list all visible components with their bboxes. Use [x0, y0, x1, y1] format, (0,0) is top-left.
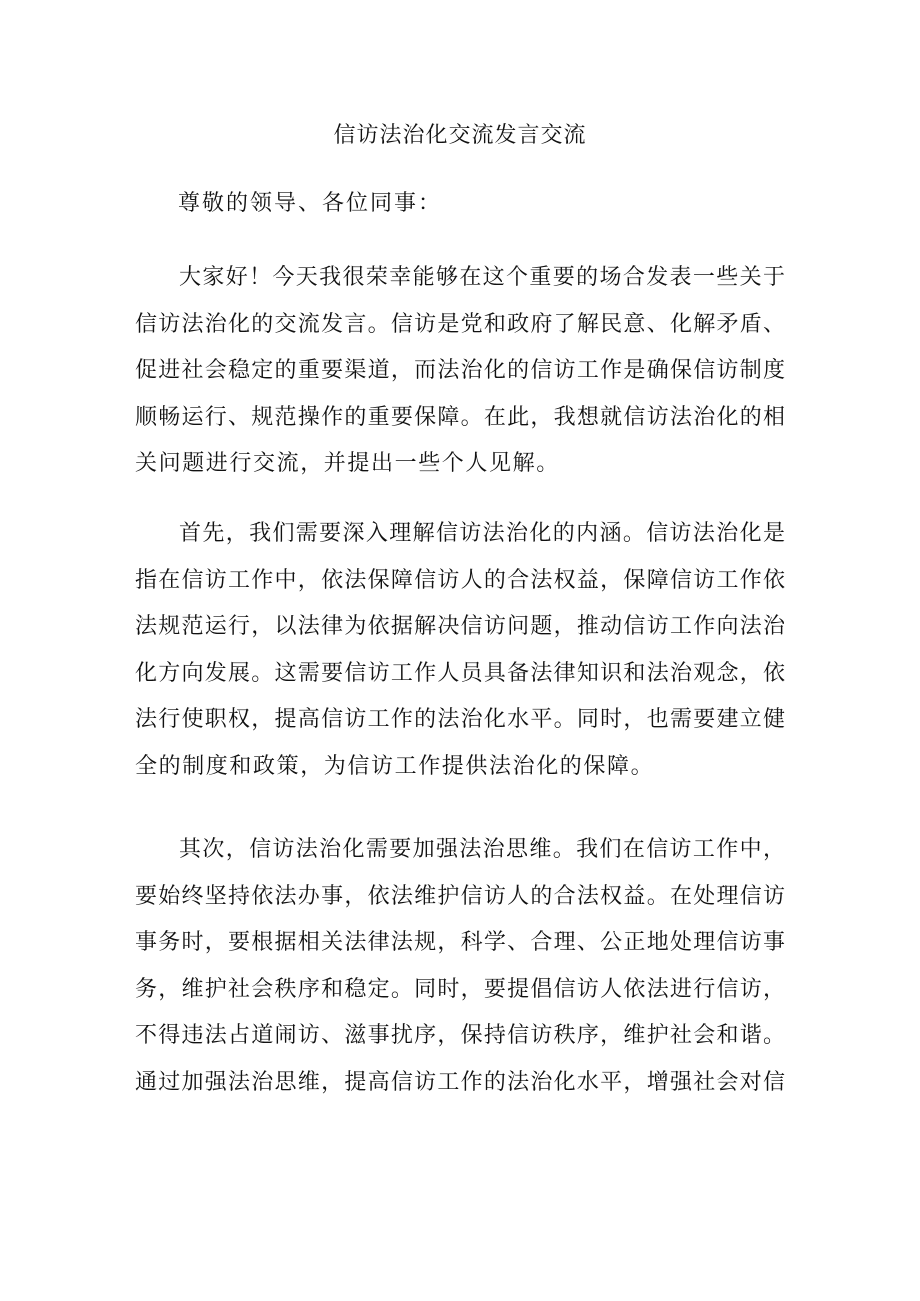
paragraph-line: 促进社会稳定的重要渠道，而法治化的信访工作是确保信访制度 — [135, 358, 785, 383]
paragraph-3 — [135, 827, 785, 1106]
paragraph-line: 首先，我们需要深入理解信访法治化的内涵。信访法治化是 — [179, 521, 785, 546]
paragraph-line: 关问题进行交流，并提出一些个人见解。 — [135, 451, 560, 476]
paragraph-line: 务，维护社会秩序和稳定。同时，要提倡信访人依法进行信访， — [135, 976, 785, 1002]
paragraph-line: 全的制度和政策，为信访工作提供法治化的保障。 — [135, 753, 655, 779]
document-title: 信访法治化交流发言交流 — [333, 123, 587, 148]
paragraph-line: 顺畅运行、规范操作的重要保障。在此，我想就信访法治化的相 — [135, 404, 785, 430]
paragraph-line: 事务时，要根据相关法律法规，科学、合理、公正地处理信访事 — [135, 930, 785, 955]
paragraph-line: 大家好！今天我很荣幸能够在这个重要的场合发表一些关于 — [179, 265, 785, 290]
paragraph-line: 化方向发展。这需要信访工作人员具备法律知识和法治观念，依 — [135, 660, 785, 686]
salutation: 尊敬的领导、各位同事： — [178, 191, 443, 216]
paragraph-line: 指在信访工作中，依法保障信访人的合法权益，保障信访工作依 — [135, 567, 785, 593]
paragraph-line: 通过加强法治思维，提高信访工作的法治化水平，增强社会对信 — [135, 1069, 785, 1095]
paragraph-line: 其次，信访法治化需要加强法治思维。我们在信访工作中， — [179, 837, 785, 862]
paragraph-line: 不得违法占道闹访、滋事扰序，保持信访秩序，维护社会和谐。 — [135, 1023, 785, 1048]
paragraph-line: 法规范运行，以法律为依据解决信访问题，推动信访工作向法治 — [135, 614, 785, 639]
paragraph-1 — [135, 255, 785, 488]
paragraph-line: 信访法治化的交流发言。信访是党和政府了解民意、化解矛盾、 — [135, 311, 785, 337]
paragraph-line: 法行使职权，提高信访工作的法治化水平。同时，也需要建立健 — [135, 707, 785, 732]
paragraph-line: 要始终坚持依法办事，依法维护信访人的合法权益。在处理信访 — [135, 883, 785, 909]
paragraph-2 — [135, 511, 785, 790]
